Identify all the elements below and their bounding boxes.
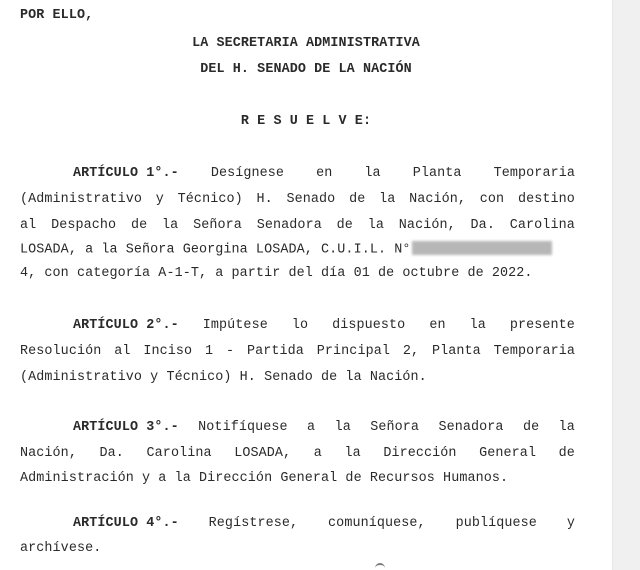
art1-line4: LOSADA, a la Señora Georgina LOSADA, C.U.I.L. N° [20, 242, 575, 259]
redacted-cuil-block [412, 241, 552, 255]
art4-label: ARTÍCULO 4°.- [73, 516, 179, 531]
art3-line3: Administración y a la Dirección General de Recursos Humanos. [20, 471, 509, 486]
art4-line1: ARTÍCULO 4°.- Regístrese, comuníquese, publíquese y [73, 516, 575, 531]
authority-line-2: DEL H. SENADO DE LA NACIÓN [200, 62, 412, 77]
art2-line2: Resolución al Inciso 1 - Partida Principal 2, Planta Temporaria [20, 344, 575, 359]
partial-signature-mark [375, 563, 385, 569]
art3-line1: ARTÍCULO 3°.- Notifíquese a la Señora Senadora de la [73, 420, 575, 435]
art2-label: ARTÍCULO 2°.- [73, 318, 179, 333]
viewer-gutter [612, 0, 640, 570]
art3-line2: Nación, Da. Carolina LOSADA, a la Dirección General de [20, 446, 575, 461]
authority-line-1: LA SECRETARIA ADMINISTRATIVA [192, 36, 420, 51]
art1-label: ARTÍCULO 1°.- [73, 166, 179, 181]
art1-line3: al Despacho de la Señora Senadora de la Nación, Da. Carolina [20, 218, 575, 233]
art3-label: ARTÍCULO 3°.- [73, 420, 179, 435]
art1-line1: ARTÍCULO 1°.- Desígnese en la Planta Temporaria [73, 166, 575, 181]
por-ello-text: POR ELLO, [20, 8, 94, 23]
art2-line1: ARTÍCULO 2°.- Impútese lo dispuesto en la presente [73, 318, 575, 333]
resuelve-heading: R E S U E L V E: [240, 114, 372, 129]
art2-line3: (Administrativo y Técnico) H. Senado de la Nación. [20, 370, 427, 385]
art1-line2: (Administrativo y Técnico) H. Senado de la Nación, con destino [20, 192, 575, 207]
art1-line5: 4, con categoría A-1-T, a partir del día 01 de octubre de 2022. [20, 266, 533, 281]
art4-line2: archívese. [20, 541, 102, 556]
